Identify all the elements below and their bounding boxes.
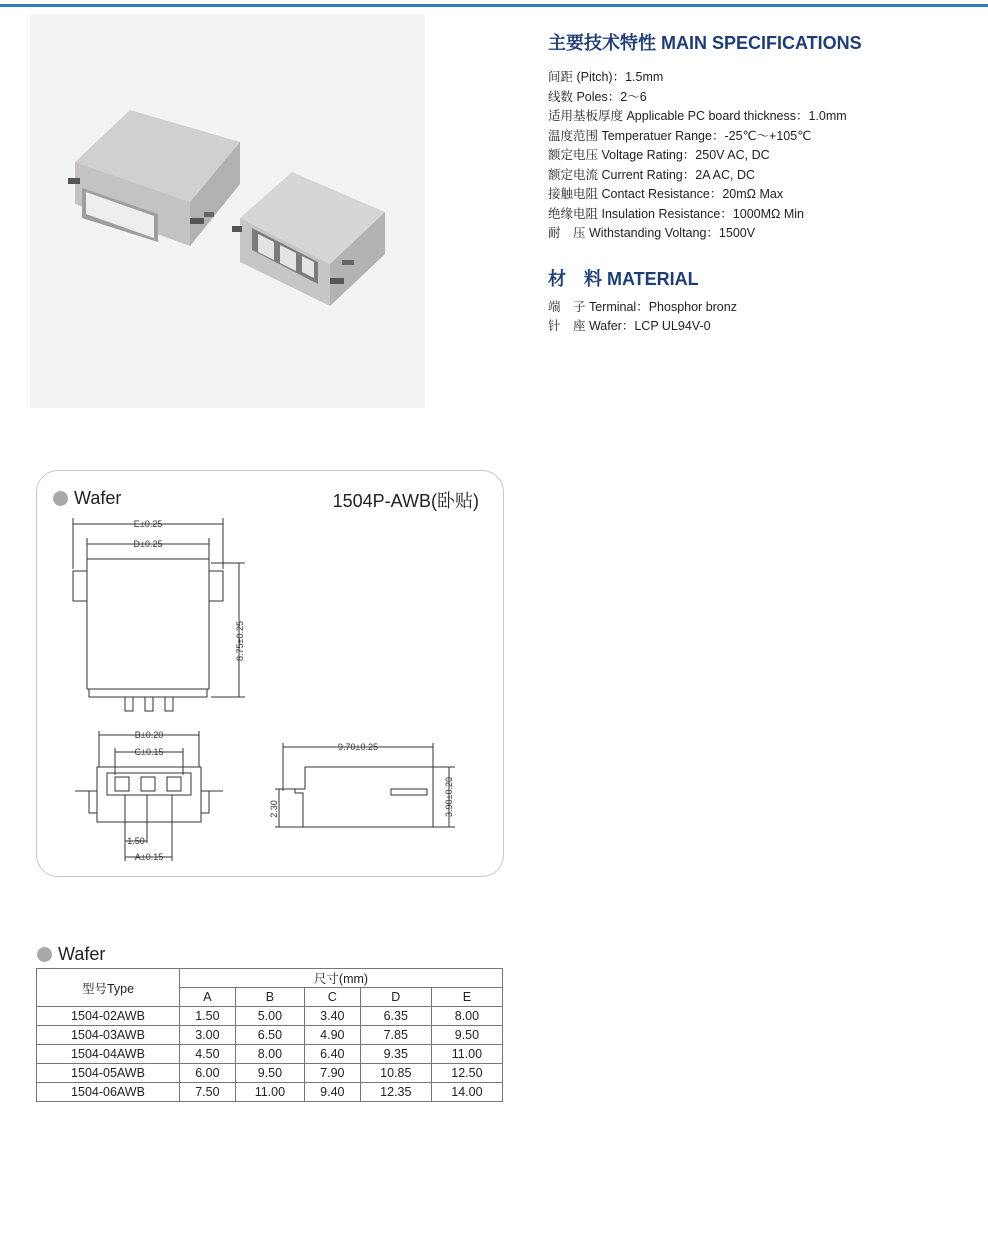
spec-withstanding-voltage: 耐 压 Withstanding Voltang：1500V [548, 226, 756, 240]
cell-e: 8.00 [431, 1007, 502, 1026]
table-row [37, 1083, 503, 1102]
cell-a: 4.50 [180, 1045, 236, 1064]
cell-a: 3.00 [180, 1026, 236, 1045]
column-header-c: C [304, 988, 360, 1007]
table-row [37, 1007, 503, 1026]
table-heading [37, 943, 105, 965]
cell-type: 1504-05AWB [37, 1064, 180, 1083]
cell-a: 7.50 [180, 1083, 236, 1102]
table-row [37, 1026, 503, 1045]
drawing-panel [36, 470, 504, 877]
technical-drawing [37, 471, 503, 876]
cell-c: 6.40 [304, 1045, 360, 1064]
column-header-e: E [431, 988, 502, 1007]
cell-e: 11.00 [431, 1045, 502, 1064]
table-section-label: Wafer [58, 943, 106, 964]
top-accent-bar [0, 4, 988, 7]
cell-a: 1.50 [180, 1007, 236, 1026]
material-terminal: 端 子 Terminal：Phosphor bronz [548, 299, 737, 314]
dim-label-height: 8.75±0.25 [235, 621, 245, 661]
spec-pitch: 间距 (Pitch)：1.5mm [548, 70, 664, 84]
cell-e: 9.50 [431, 1026, 502, 1045]
table-header-row [37, 969, 503, 988]
top-view-body [87, 559, 209, 689]
cell-b: 9.50 [235, 1064, 304, 1083]
column-header-b: B [235, 988, 304, 1007]
cell-type: 1504-03AWB [37, 1026, 180, 1045]
dim-label-standoff: 2.30 [269, 800, 279, 818]
cell-d: 10.85 [360, 1064, 431, 1083]
cell-type: 1504-02AWB [37, 1007, 180, 1026]
dim-label-thickness: 3.90±0.20 [444, 777, 454, 817]
type-header: 型号Type [37, 969, 180, 1007]
dim-label-d: D±0.25 [133, 539, 163, 549]
table-row [37, 1064, 503, 1083]
cell-b: 8.00 [235, 1045, 304, 1064]
cell-a: 6.00 [180, 1064, 236, 1083]
cell-e: 12.50 [431, 1064, 502, 1083]
bullet-dot-icon [37, 947, 52, 962]
spec-board-thickness: 适用基板厚度 Applicable PC board thickness：1.0mm [548, 109, 847, 123]
cell-b: 11.00 [235, 1083, 304, 1102]
cell-b: 5.00 [235, 1007, 304, 1026]
spec-temperature: 温度范围 Temperatuer Range：-25℃～+105℃ [548, 128, 812, 143]
connector-right [232, 172, 385, 306]
dim-label-a: A±0.15 [134, 852, 164, 862]
cell-d: 12.35 [360, 1083, 431, 1102]
size-header: 尺寸(mm) [180, 969, 503, 988]
spec-current: 额定电流 Current Rating：2A AC, DC [548, 167, 756, 182]
dim-label-e: E±0.25 [133, 519, 163, 529]
specifications-title: 主要技术特性 MAIN SPECIFICATIONS [548, 33, 862, 53]
spec-poles: 线数 Poles：2～6 [548, 89, 647, 104]
cell-b: 6.50 [235, 1026, 304, 1045]
cell-c: 4.90 [304, 1026, 360, 1045]
side-view-body [295, 767, 433, 827]
specifications-panel [548, 30, 968, 337]
cell-e: 14.00 [431, 1083, 502, 1102]
product-photo [30, 14, 425, 408]
cell-type: 1504-04AWB [37, 1045, 180, 1064]
dim-label-c: C±0.15 [134, 747, 164, 757]
spec-insulation-resistance: 绝缘电阻 Insulation Resistance：1000MΩ Min [548, 206, 804, 221]
connector-left [68, 110, 240, 246]
cell-d: 7.85 [360, 1026, 431, 1045]
dim-label-pitch: 1.50 [127, 836, 145, 846]
column-header-d: D [360, 988, 431, 1007]
cell-c: 7.90 [304, 1064, 360, 1083]
column-header-a: A [180, 988, 236, 1007]
drawing-section-label: Wafer [74, 487, 122, 508]
material-title: 材 料 MATERIAL [548, 268, 699, 289]
dim-label-b: B±0.20 [134, 730, 164, 740]
spec-voltage: 额定电压 Voltage Rating：250V AC, DC [548, 148, 770, 162]
material-wafer: 针 座 Wafer：LCP UL94V-0 [548, 319, 711, 333]
connector-illustration [30, 14, 425, 408]
cell-d: 6.35 [360, 1007, 431, 1026]
cell-type: 1504-06AWB [37, 1083, 180, 1102]
dimension-table [36, 968, 503, 1102]
drawing-model-number: 1504P-AWB(卧贴) [332, 491, 479, 511]
cell-d: 9.35 [360, 1045, 431, 1064]
cell-c: 3.40 [304, 1007, 360, 1026]
cell-c: 9.40 [304, 1083, 360, 1102]
dim-label-length: 9.70±0.25 [338, 742, 378, 752]
spec-contact-resistance: 接触电阻 Contact Resistance：20mΩ Max [548, 187, 784, 201]
table-row [37, 1045, 503, 1064]
